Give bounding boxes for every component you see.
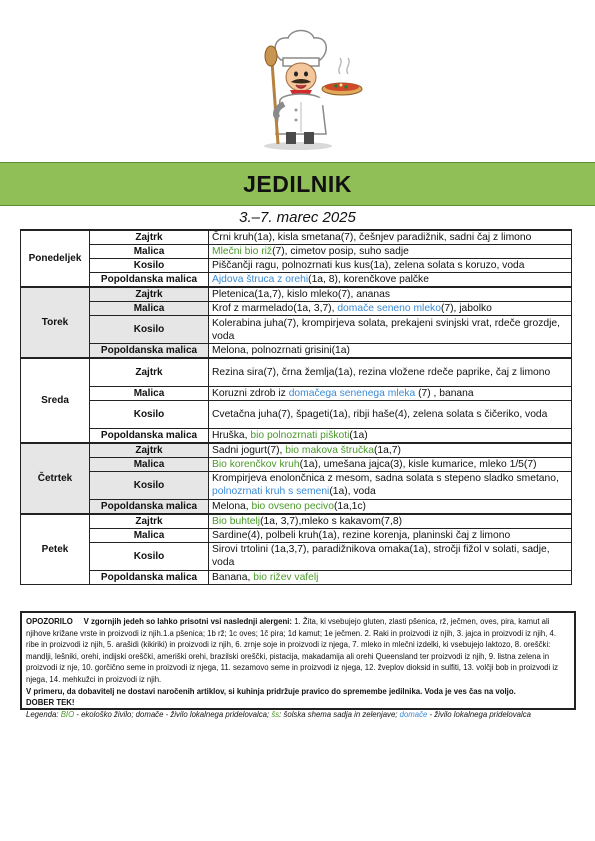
local-item: domačega senenega mleka xyxy=(288,387,416,399)
dish-description xyxy=(209,570,572,584)
dish-description xyxy=(209,428,572,443)
dish-text: Kolerabina juha(7), krompirjeva solata, prekajeni svinjski vrat, rdeče grozdje, voda xyxy=(212,317,560,342)
dish-text: Banana, xyxy=(212,571,254,583)
dish-text: Sardine(4), polbeli kruh(1a), rezine korenja, planinski čaj z limono xyxy=(212,529,511,541)
legend-bio: BIO xyxy=(60,709,75,719)
dish-description xyxy=(209,230,572,245)
allergen-notes xyxy=(20,611,576,719)
menu-table xyxy=(20,229,572,585)
menu-row xyxy=(21,230,572,245)
legend-local: domače xyxy=(399,709,428,719)
menu-row xyxy=(21,386,572,400)
local-item: Ajdova štruca z orehi xyxy=(212,274,309,285)
dish-description xyxy=(209,443,572,458)
dish-description xyxy=(209,259,572,273)
dish-description xyxy=(209,528,572,542)
dish-text: Melona, xyxy=(212,500,252,512)
dish-text: Cvetačna juha(7), špageti(1a), ribji haše(4), zelena solata s čičeriko, voda xyxy=(212,408,548,420)
meal-label: Zajtrk xyxy=(90,443,209,458)
dish-text: (1a, 3,7),mleko s kakavom(7,8) xyxy=(260,515,403,527)
bio-item: bio rižev vafelj xyxy=(253,571,319,583)
meal-label: Kosilo xyxy=(90,316,209,344)
closing-text: DOBER TEK! xyxy=(26,698,75,708)
meal-label: Popoldanska malica xyxy=(90,273,209,288)
legend-local-text: - živilo lokalnega pridelovalca xyxy=(427,709,531,719)
menu-row xyxy=(21,542,572,570)
dish-text: (1a) xyxy=(349,429,368,441)
dish-description xyxy=(209,514,572,529)
legend-ss-text: : šolska shema sadja in zelenjave; xyxy=(279,709,400,719)
meal-label: Malica xyxy=(90,528,209,542)
dish-text: (1a), umešana jajca(3), kisle kumarice, mleko 1/5(7) xyxy=(299,458,537,470)
dish-description xyxy=(209,358,572,386)
dish-text: (7), cimetov posip, suho sadje xyxy=(272,246,409,257)
bio-item: bio polnozrnati piškoti xyxy=(250,429,350,441)
day-name: Sreda xyxy=(21,358,90,443)
dish-text: Krompirjeva enolončnica z mesom, sadna solata s stepeno sladko smetano, xyxy=(212,473,559,484)
meal-label: Malica xyxy=(90,457,209,471)
dish-text: Krof z marmelado(1a, 3,7), xyxy=(212,303,338,314)
menu-row xyxy=(21,499,572,514)
meal-label: Malica xyxy=(90,302,209,316)
legend-bio-text: - ekološko živilo; domače - živilo lokalnega pridelovalca; xyxy=(74,709,272,719)
menu-row xyxy=(21,344,572,359)
meal-label: Zajtrk xyxy=(90,287,209,302)
dish-text: Sadni jogurt(7), xyxy=(212,444,286,456)
dish-description xyxy=(209,542,572,570)
menu-row xyxy=(21,316,572,344)
change-notice: V primeru, da dobavitelj ne dostavi naročenih artiklov, si kuhinja pridržuje pravico do spremembe jedilnika. Voda je ves čas na voljo. xyxy=(26,686,516,696)
allergen-list: 1. Žita, ki vsebujejo gluten, zlasti pšenica, rž, ječmen, oves, pira, kamut ali njihove križane vrste in proizvodi iz njih.1.a pšenica; 1b rž; 1c oves; 1č pira; 1d kamut; 1e ječmen. 2. Raki in proizvodi iz njih, 3. jajca in proizvodi iz njih, 4. ribe in proizvodi iz njih, 5. arašidi (kikiriki) in proizvodi iz njih, 6. zrnje soje in proizvodi iz njega, 7. mleko in mlečni izdelki, ki vsebujejo laktozo, 8. oreščki: mandlji, lešniki, orehi, indijski oreščki, ameriški orehi, brazilski oreščki, pistacija, makadamija ali orehi Queensland ter proizvodi iz njih, 9. listna zelena in proizvodi iz nje, 10. gorčično seme in proizvodi iz njega, 11. sezamovo seme in proizvodi iz njega, 12. žveplov dioksid in sulfiti, 13. volčji bob in proizvodi iz njega, 14. mehkužci in proizvodi iz njih. xyxy=(26,617,559,684)
day-name: Ponedeljek xyxy=(21,230,90,287)
dish-text: Črni kruh(1a), kisla smetana(7), češnjev paradižnik, sadni čaj z limono xyxy=(212,232,532,243)
bio-item: bio ovseno pecivo xyxy=(251,500,334,512)
bio-item: Bio korenčkov kruh xyxy=(212,458,300,470)
legend-label: Legenda: xyxy=(26,709,59,719)
meal-label: Popoldanska malica xyxy=(90,499,209,514)
dish-text: Sirovi trtolini (1a,3,7), paradižnikova omaka(1a), stročji fižol v solati, sadje, voda xyxy=(212,544,550,568)
dish-description xyxy=(209,457,572,471)
title-banner xyxy=(0,162,595,206)
dish-text: (1a), voda xyxy=(329,486,376,497)
meal-label: Zajtrk xyxy=(90,514,209,529)
chef-with-pizza-icon xyxy=(236,22,366,152)
dish-text: Rezina sira(7), črna žemlja(1a), rezina vložene rdeče paprike, čaj z limono xyxy=(212,366,551,378)
local-item: polnozrnati kruh s semeni xyxy=(212,486,330,497)
dish-text: Koruzni zdrob iz xyxy=(212,387,289,399)
bio-item: Bio buhtelj xyxy=(212,515,261,527)
dish-description xyxy=(209,400,572,428)
dish-description xyxy=(209,302,572,316)
dish-description xyxy=(209,245,572,259)
menu-row xyxy=(21,570,572,584)
meal-label: Popoldanska malica xyxy=(90,570,209,584)
page-title: JEDILNIK xyxy=(243,171,352,197)
meal-label: Zajtrk xyxy=(90,230,209,245)
allergen-intro: V zgornjih jedeh so lahko prisotni vsi naslednji alergeni: xyxy=(83,617,293,626)
dish-text: Pletenica(1a,7), kislo mleko(7), ananas xyxy=(212,289,390,300)
menu-row xyxy=(21,273,572,288)
date-range: 3.–7. marec 2025 xyxy=(239,209,356,226)
warning-label: OPOZORILO xyxy=(26,617,73,626)
dish-description xyxy=(209,316,572,344)
dish-description xyxy=(209,287,572,302)
menu-row xyxy=(21,514,572,529)
legend-ss: šs xyxy=(271,709,280,719)
meal-label: Popoldanska malica xyxy=(90,344,209,359)
dish-description xyxy=(209,273,572,288)
bio-item: bio makova štručka xyxy=(285,444,374,456)
menu-row xyxy=(21,287,572,302)
dish-text: (7), jabolko xyxy=(440,303,492,314)
dish-description xyxy=(209,344,572,359)
menu-row xyxy=(21,428,572,443)
meal-label: Kosilo xyxy=(90,542,209,570)
menu-row xyxy=(21,358,572,386)
meal-label: Malica xyxy=(90,245,209,259)
meal-label: Kosilo xyxy=(90,471,209,499)
dish-text: (1a,1c) xyxy=(333,500,366,512)
menu-row xyxy=(21,400,572,428)
menu-row xyxy=(21,245,572,259)
menu-row xyxy=(21,528,572,542)
dish-text: Hruška, xyxy=(212,429,251,441)
local-item: domače seneno mleko xyxy=(337,303,441,314)
menu-row xyxy=(21,302,572,316)
meal-label: Malica xyxy=(90,386,209,400)
day-name: Torek xyxy=(21,287,90,358)
meal-label: Zajtrk xyxy=(90,358,209,386)
dish-description xyxy=(209,386,572,400)
day-name: Četrtek xyxy=(21,443,90,514)
dish-text: Piščančji ragu, polnozrnati kus kus(1a), zelena solata s koruzo, voda xyxy=(212,260,525,271)
menu-row xyxy=(21,259,572,273)
dish-text: Melona, polnozrnati grisini(1a) xyxy=(212,345,350,356)
bio-item: Mlečni bio riž xyxy=(212,246,273,257)
dish-text: (7) , banana xyxy=(415,387,474,399)
meal-label: Kosilo xyxy=(90,259,209,273)
menu-row xyxy=(21,457,572,471)
dish-description xyxy=(209,471,572,499)
dish-text: (1a,7) xyxy=(373,444,401,456)
menu-row xyxy=(21,443,572,458)
meal-label: Kosilo xyxy=(90,400,209,428)
meal-label: Popoldanska malica xyxy=(90,428,209,443)
legend xyxy=(26,710,531,719)
day-name: Petek xyxy=(21,514,90,585)
dish-description xyxy=(209,499,572,514)
menu-row xyxy=(21,471,572,499)
dish-text: (1a, 8), korenčkove palčke xyxy=(308,274,429,285)
